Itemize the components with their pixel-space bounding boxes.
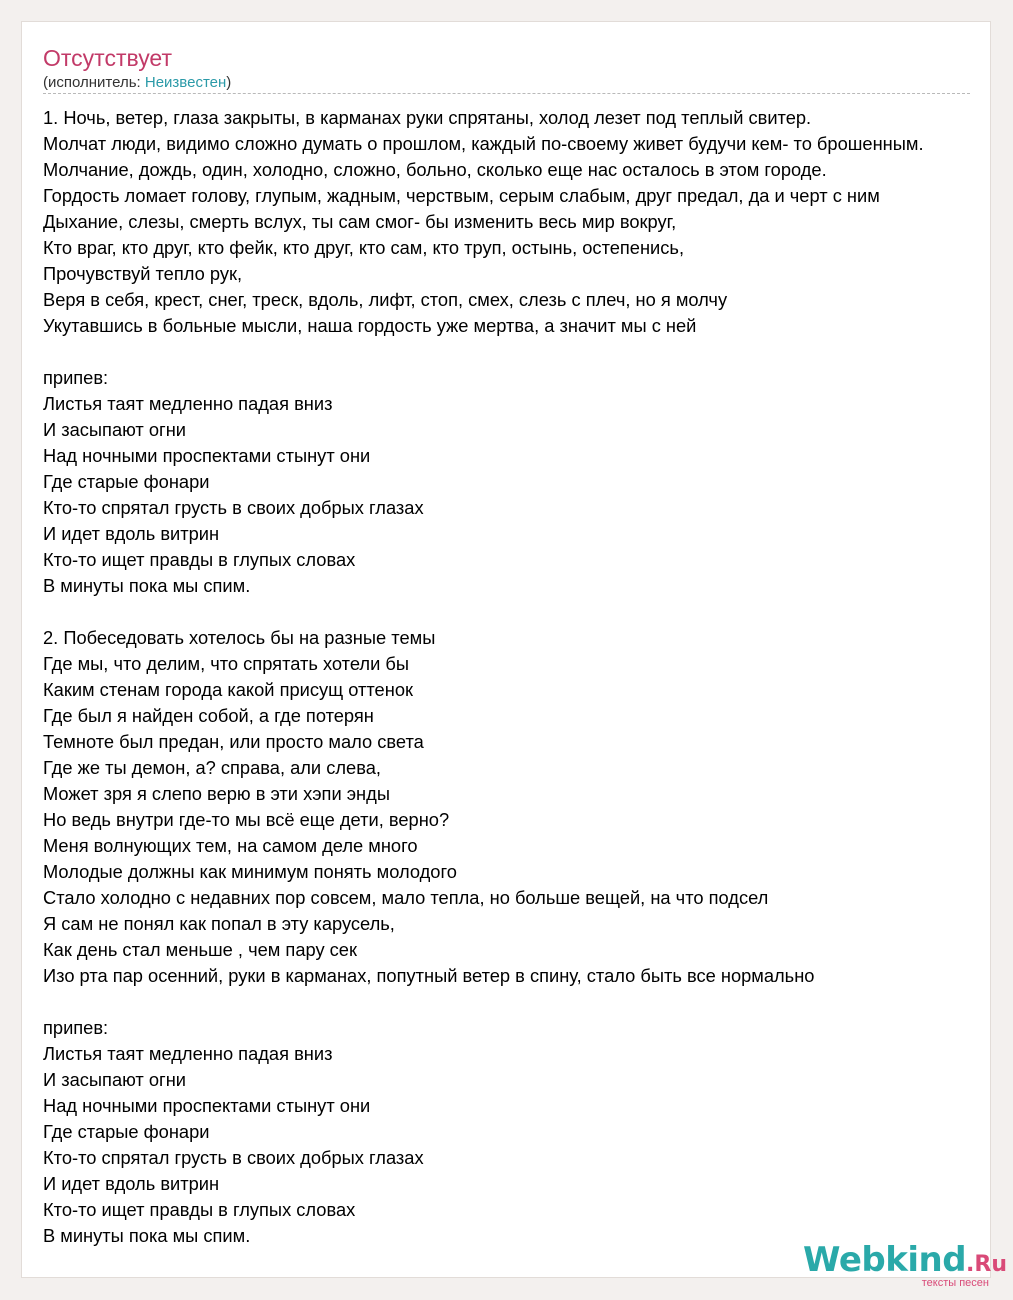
blank-line (43, 989, 991, 1015)
lyric-line: И засыпают огни (43, 419, 187, 440)
lyric-line: Прочувствуй тепло рук, (43, 263, 243, 284)
lyric-line: Над ночными проспектами стынут они (43, 1095, 371, 1116)
lyrics-card (21, 21, 991, 1278)
lyric-line: И идет вдоль витрин (43, 523, 220, 544)
lyric-line: Но ведь внутри где-то мы всё еще дети, верно? (43, 809, 450, 830)
lyric-line: Кто-то ищет правды в глупых словах (43, 549, 356, 570)
lyric-line: Гордость ломает голову, глупым, жадным, черствым, серым слабым, друг предал, да и черт с ним (43, 185, 880, 206)
lyrics-text (43, 105, 991, 1249)
lyric-line: Темноте был предан, или просто мало света (43, 731, 424, 752)
lyric-line: В минуты пока мы спим. (43, 575, 251, 596)
lyric-line: В минуты пока мы спим. (43, 1225, 251, 1246)
lyric-line: Кто враг, кто друг, кто фейк, кто друг, кто сам, кто труп, остынь, остепенись, (43, 237, 685, 258)
artist-prefix: (исполнитель: (43, 74, 145, 91)
artist-suffix: ) (226, 74, 232, 91)
blank-line (43, 599, 991, 625)
lyric-line: Где старые фонари (43, 1121, 210, 1142)
lyric-line: Стало холодно с недавних пор совсем, мало тепла, но больше вещей, на что подсел (43, 887, 769, 908)
logo-tld: .Ru (966, 1252, 1007, 1277)
artist-link[interactable]: Неизвестен (144, 74, 227, 91)
lyric-line: Изо рта пар осенний, руки в карманах, попутный ветер в спину, стало быть все нормально (43, 965, 815, 986)
lyric-line: И засыпают огни (43, 1069, 187, 1090)
song-title: Отсутствует (43, 45, 172, 71)
lyric-line: Листья таят медленно падая вниз (43, 393, 333, 414)
lyric-line: Может зря я слепо верю в эти хэпи энды (43, 783, 390, 804)
title-divider (43, 93, 970, 94)
lyric-line: припев: (43, 367, 109, 388)
lyric-line: Я сам не понял как попал в эту карусель, (43, 913, 395, 934)
lyric-line: Где же ты демон, а? справа, али слева, (43, 757, 381, 778)
lyric-line: Молодые должны как минимум понять молодого (43, 861, 457, 882)
lyric-line: 1. Ночь, ветер, глаза закрыты, в карманах руки спрятаны, холод лезет под теплый свитер. (43, 107, 812, 128)
lyric-line: 2. Побеседовать хотелось бы на разные темы (43, 627, 436, 648)
lyric-line: Каким стенам города какой присущ оттенок (43, 679, 413, 700)
artist-line (43, 74, 231, 92)
lyric-line: Укутавшись в больные мысли, наша гордость уже мертва, а значит мы с ней (43, 315, 697, 336)
site-logo[interactable] (803, 1240, 1007, 1294)
lyric-line: Кто-то спрятал грусть в своих добрых глазах (43, 1147, 424, 1168)
lyric-line: Где старые фонари (43, 471, 210, 492)
logo-subtitle: тексты песен (921, 1277, 989, 1289)
blank-line (43, 339, 991, 365)
lyric-line: Где был я найден собой, а где потерян (43, 705, 374, 726)
lyric-line: Кто-то спрятал грусть в своих добрых глазах (43, 497, 424, 518)
lyric-line: Над ночными проспектами стынут они (43, 445, 371, 466)
lyric-line: Листья таят медленно падая вниз (43, 1043, 333, 1064)
lyric-line: Молчание, дождь, один, холодно, сложно, больно, сколько еще нас осталось в этом городе. (43, 159, 827, 180)
lyric-line: Кто-то ищет правды в глупых словах (43, 1199, 356, 1220)
lyric-line: Меня волнующих тем, на самом деле много (43, 835, 418, 856)
lyric-line: Где мы, что делим, что спрятать хотели бы (43, 653, 409, 674)
lyric-line: Молчат люди, видимо сложно думать о прошлом, каждый по-своему живет будучи кем- то брошенным. (43, 133, 924, 154)
lyric-line: Дыхание, слезы, смерть вслух, ты сам смог- бы изменить весь мир вокруг, (43, 211, 677, 232)
lyric-line: припев: (43, 1017, 109, 1038)
lyric-line: И идет вдоль витрин (43, 1173, 220, 1194)
logo-main-text: Webkind (803, 1240, 967, 1280)
lyric-line: Веря в себя, крест, снег, треск, вдоль, лифт, стоп, смех, слезь с плеч, но я молчу (43, 289, 728, 310)
lyric-line: Как день стал меньше , чем пару сек (43, 939, 357, 960)
